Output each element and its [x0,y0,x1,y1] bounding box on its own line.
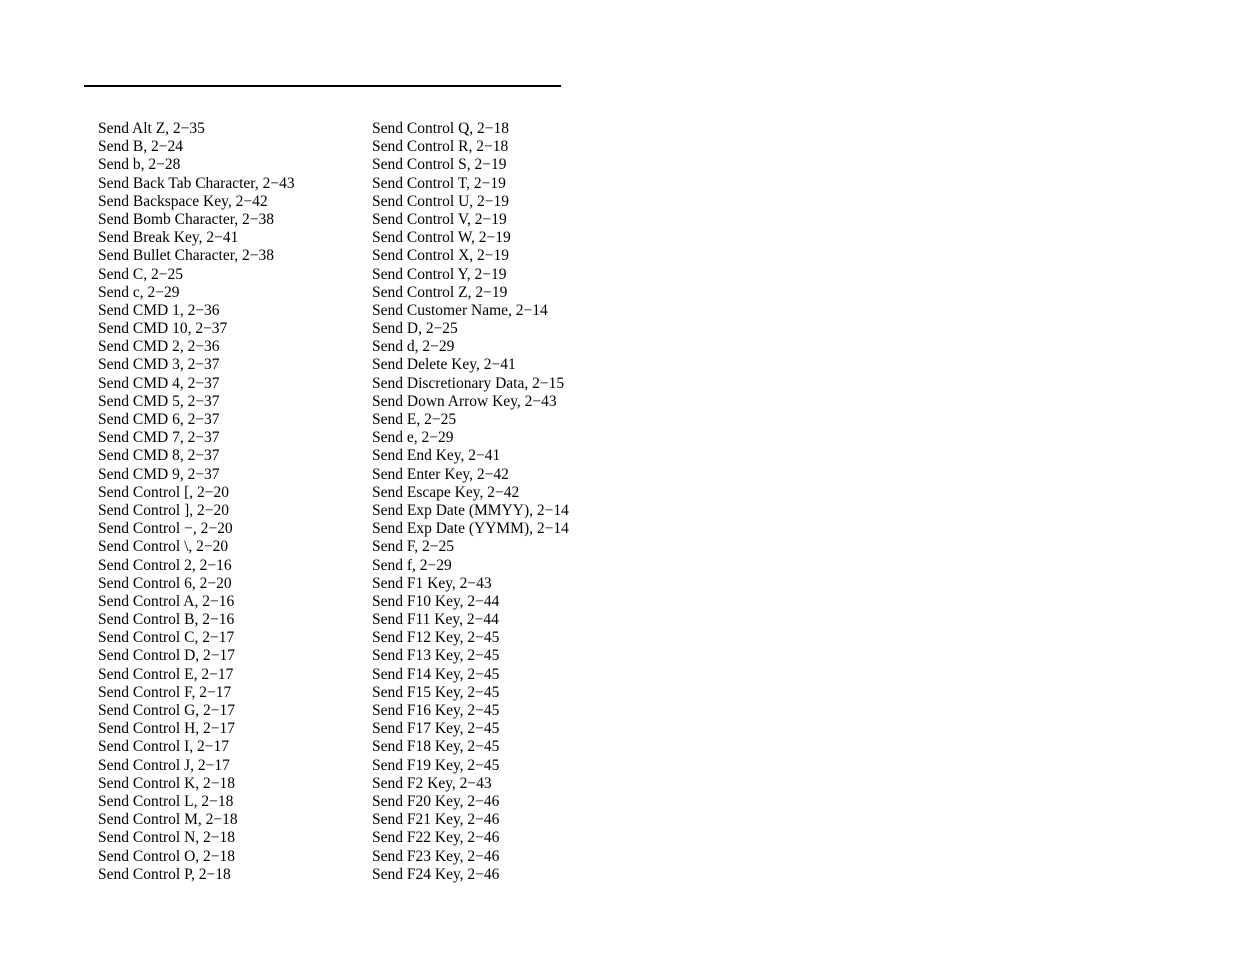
index-entry: Send C, 2−25 [98,265,183,283]
index-entry: Send Control 2, 2−16 [98,556,232,574]
index-entry: Send Enter Key, 2−42 [372,465,509,483]
index-entry: Send F11 Key, 2−44 [372,611,499,629]
index-entry: Send Control I, 2−17 [98,738,230,756]
index-entry: Send Bullet Character, 2−38 [98,247,274,265]
index-entry: Send Control 6, 2−20 [98,574,232,592]
index-entry: Send c, 2−29 [98,283,180,301]
index-entry: Send CMD 6, 2−37 [98,411,220,428]
header-rule [84,85,561,87]
index-entry: Send F, 2−25 [372,538,454,556]
index-entry: Send F12 Key, 2−45 [372,629,500,647]
index-entry: Send End Key, 2−41 [372,447,501,465]
index-entry: Send Control −, 2−20 [98,520,233,538]
index-entry: Send CMD 8, 2−37 [98,447,220,465]
index-entry: Send F22 Key, 2−46 [372,829,500,847]
index-entry: Send Control K, 2−18 [98,774,236,792]
index-entry: Send Control W, 2−19 [372,229,511,247]
index-entry: Send b, 2−28 [98,156,181,174]
index-entry: Send F10 Key, 2−44 [372,592,500,610]
index-entry: Send Control Z, 2−19 [372,283,508,301]
index-entry: Send CMD 10, 2−37 [98,320,228,338]
index-entry: Send Control V, 2−19 [372,210,507,228]
index-entry: Send Escape Key, 2−42 [372,483,520,501]
index-entry: Send Control M, 2−18 [98,811,238,829]
index-entry: Send Control D, 2−17 [98,647,236,665]
index-entry: Send Control O, 2−18 [98,847,236,865]
index-entry: Send Control P, 2−18 [98,865,231,883]
index-entry: Send F23 Key, 2−46 [372,847,500,865]
index-entry: Send d, 2−29 [372,338,455,356]
index-entry: Send Control E, 2−17 [98,665,234,683]
index-entry: Send CMD 2, 2−36 [98,338,220,356]
index-entry: Send CMD 4, 2−37 [98,374,220,392]
index-entry: Send Control [, 2−20 [98,483,230,501]
index-entry: Send f, 2−29 [372,556,452,574]
index-entry: Send F2 Key, 2−43 [372,774,492,792]
index-entry: Send Alt Z, 2−35 [98,120,205,137]
index-entry: Send Control F, 2−17 [98,683,232,701]
index-entry: Send Control U, 2−19 [372,192,510,210]
index-entry: Send F1 Key, 2−43 [372,574,492,592]
index-entry: Send Down Arrow Key, 2−43 [372,392,557,410]
index-entry: Send Control Q, 2−18 [372,120,510,137]
index-entry: Send Bomb Character, 2−38 [98,210,275,228]
index-entry: Send F19 Key, 2−45 [372,756,500,774]
index-entry: Send F18 Key, 2−45 [372,738,500,756]
index-entry: Send F21 Key, 2−46 [372,811,500,829]
index-entry: Send F15 Key, 2−45 [372,683,500,701]
index-entry: Send Control R, 2−18 [372,138,509,156]
index-entry: Send Control X, 2−19 [372,247,510,265]
index-entry: Send Control L, 2−18 [98,792,234,810]
index-entry: Send Break Key, 2−41 [98,229,239,247]
index-entry: Send F16 Key, 2−45 [372,702,500,719]
index-entry: Send CMD 5, 2−37 [98,392,220,410]
index-entry: Send Control S, 2−19 [372,156,507,174]
index-entry: Send CMD 3, 2−37 [98,356,220,374]
index-entry: Send e, 2−29 [372,429,454,447]
index-entry: Send F14 Key, 2−45 [372,665,500,683]
index-entry: Send E, 2−25 [372,411,457,428]
index-entry: Send Control Y, 2−19 [372,265,507,283]
index-entry: Send CMD 9, 2−37 [98,465,220,483]
index-entry: Send CMD 7, 2−37 [98,429,220,447]
index-entry: Send Control G, 2−17 [98,702,236,719]
index-column-left [98,120,295,884]
index-entry: Send Customer Name, 2−14 [372,301,548,319]
index-entry: Send Exp Date (YYMM), 2−14 [372,520,569,538]
index-entry: Send Control T, 2−19 [372,174,506,192]
index-entry: Send B, 2−24 [98,138,183,156]
index-entry: Send F17 Key, 2−45 [372,720,500,738]
index-entry: Send Control ], 2−20 [98,501,230,519]
index-entry: Send CMD 1, 2−36 [98,301,220,319]
index-entry: Send Control H, 2−17 [98,720,236,738]
index-entry: Send Control \, 2−20 [98,538,229,556]
index-entry: Send Control A, 2−16 [98,592,235,610]
index-entry: Send F24 Key, 2−46 [372,865,500,883]
index-entry: Send Back Tab Character, 2−43 [98,174,295,192]
index-entry: Send D, 2−25 [372,320,458,338]
index-entry: Send Control N, 2−18 [98,829,236,847]
index-entry: Send F20 Key, 2−46 [372,792,500,810]
index-entry: Send Control B, 2−16 [98,611,235,629]
index-entry: Send Control J, 2−17 [98,756,230,774]
index-entry: Send Delete Key, 2−41 [372,356,516,374]
index-column-right [372,120,569,884]
index-entry: Send Control C, 2−17 [98,629,235,647]
index-entry: Send Exp Date (MMYY), 2−14 [372,501,569,519]
index-entry: Send Backspace Key, 2−42 [98,192,268,210]
index-entry: Send Discretionary Data, 2−15 [372,374,565,392]
index-entry: Send F13 Key, 2−45 [372,647,500,665]
